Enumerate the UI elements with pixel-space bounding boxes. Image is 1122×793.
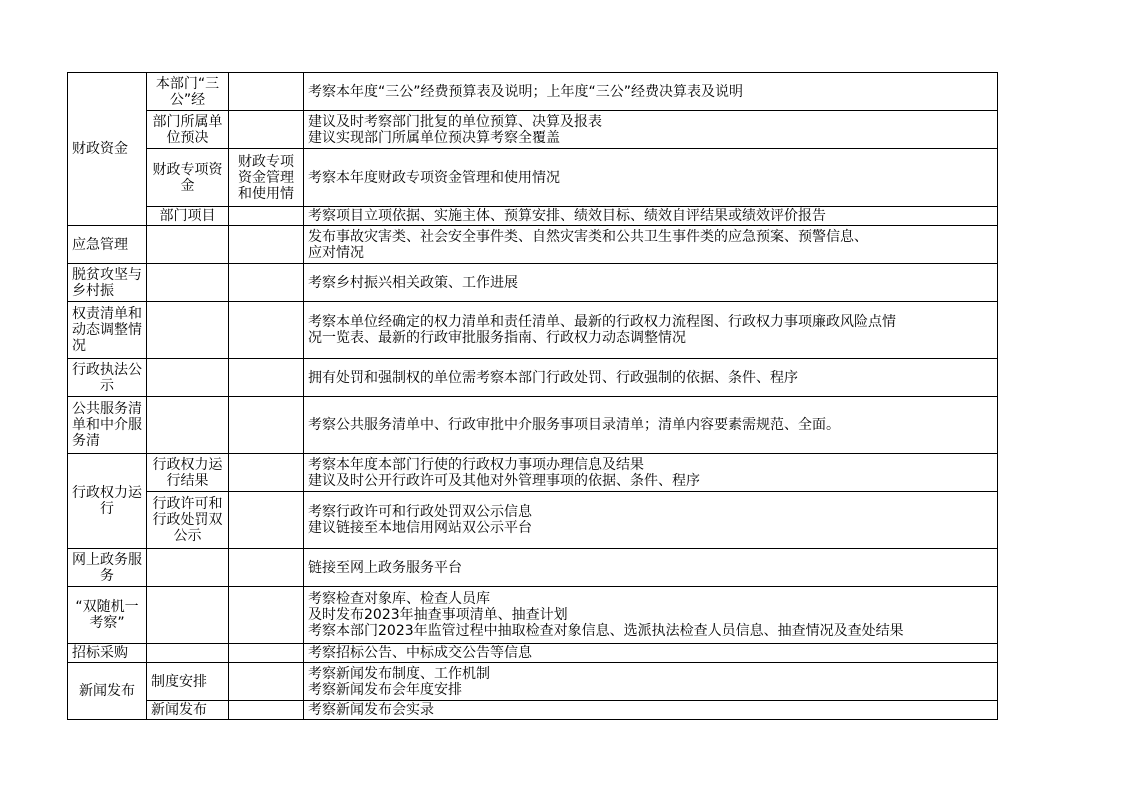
content-cell: 拥有处罚和强制权的单位需考察本部门行政处罚、行政强制的依据、条件、程序 [304, 359, 998, 397]
subcategory-cell: 本部门“三公”经 [147, 73, 229, 111]
table-row [68, 111, 998, 149]
category-cell: 应急管理 [68, 226, 147, 264]
table-row [68, 149, 998, 207]
subcategory-cell: 行政权力运行结果 [147, 454, 229, 492]
content-cell: 考察项目立项依据、实施主体、预算安排、绩效目标、绩效自评结果或绩效评价报告 [304, 207, 998, 226]
table-row [68, 492, 998, 549]
subcategory-cell [147, 397, 229, 454]
category-cell: 脱贫攻坚与乡村振 [68, 264, 147, 302]
detail-cell [229, 302, 304, 359]
table-row [68, 359, 998, 397]
detail-cell: 财政专项资金管理和使用情 [229, 149, 304, 207]
category-cell: 行政执法公示 [68, 359, 147, 397]
content-cell: 考察本年度本部门行使的行政权力事项办理信息及结果 建议及时公开行政许可及其他对外管理事项的依据、条件、程序 [304, 454, 998, 492]
table-row [68, 663, 998, 701]
detail-cell [229, 207, 304, 226]
content-cell: 考察检查对象库、检查人员库 及时发布2023年抽查事项清单、抽查计划 考察本部门2023年监管过程中抽取检查对象信息、选派执法检查人员信息、抽查情况及查处结果 [304, 587, 998, 644]
category-cell: “双随机一考察” [68, 587, 147, 644]
table-row [68, 302, 998, 359]
content-cell: 考察本单位经确定的权力清单和责任清单、最新的行政权力流程图、行政权力事项廉政风险点情 况一览表、最新的行政审批服务指南、行政权力动态调整情况 [304, 302, 998, 359]
content-cell: 考察行政许可和行政处罚双公示信息 建议链接至本地信用网站双公示平台 [304, 492, 998, 549]
content-cell: 考察新闻发布会实录 [304, 701, 998, 720]
detail-cell [229, 397, 304, 454]
detail-cell [229, 264, 304, 302]
table-row [68, 226, 998, 264]
detail-cell [229, 226, 304, 264]
subcategory-cell [147, 587, 229, 644]
table-row [68, 207, 998, 226]
content-cell: 考察招标公告、中标成交公告等信息 [304, 644, 998, 663]
table-row [68, 549, 998, 587]
category-cell: 招标采购 [68, 644, 147, 663]
detail-cell [229, 454, 304, 492]
detail-cell [229, 111, 304, 149]
detail-cell [229, 73, 304, 111]
detail-cell [229, 492, 304, 549]
category-cell: 公共服务清单和中介服务清 [68, 397, 147, 454]
category-cell: 财政资金 [68, 73, 147, 226]
subcategory-cell [147, 644, 229, 663]
category-cell: 行政权力运行 [68, 454, 147, 549]
subcategory-cell: 制度安排 [147, 663, 229, 701]
table-row [68, 73, 998, 111]
content-cell: 考察新闻发布制度、工作机制 考察新闻发布会年度安排 [304, 663, 998, 701]
subcategory-cell: 新闻发布 [147, 701, 229, 720]
subcategory-cell: 财政专项资金 [147, 149, 229, 207]
content-cell: 建议及时考察部门批复的单位预算、决算及报表 建议实现部门所属单位预决算考察全覆盖 [304, 111, 998, 149]
subcategory-cell: 行政许可和行政处罚双公示 [147, 492, 229, 549]
detail-cell [229, 701, 304, 720]
detail-cell [229, 644, 304, 663]
detail-cell [229, 359, 304, 397]
content-cell: 链接至网上政务服务平台 [304, 549, 998, 587]
category-cell: 权责清单和动态调整情况 [68, 302, 147, 359]
subcategory-cell [147, 302, 229, 359]
detail-cell [229, 587, 304, 644]
detail-cell [229, 549, 304, 587]
content-cell: 考察乡村振兴相关政策、工作进展 [304, 264, 998, 302]
table-row [68, 644, 998, 663]
subcategory-cell [147, 359, 229, 397]
category-cell: 新闻发布 [68, 663, 147, 720]
disclosure-table [67, 72, 998, 720]
content-cell: 考察本年度“三公”经费预算表及说明；上年度“三公”经费决算表及说明 [304, 73, 998, 111]
subcategory-cell [147, 264, 229, 302]
table-row [68, 587, 998, 644]
subcategory-cell [147, 226, 229, 264]
subcategory-cell: 部门项目 [147, 207, 229, 226]
content-cell: 发布事故灾害类、社会安全事件类、自然灾害类和公共卫生事件类的应急预案、预警信息、 应对情况 [304, 226, 998, 264]
detail-cell [229, 663, 304, 701]
table-row [68, 397, 998, 454]
table-row [68, 264, 998, 302]
category-cell: 网上政务服务 [68, 549, 147, 587]
subcategory-cell: 部门所属单位预决 [147, 111, 229, 149]
content-cell: 考察本年度财政专项资金管理和使用情况 [304, 149, 998, 207]
content-cell: 考察公共服务清单中、行政审批中介服务事项目录清单；清单内容要素需规范、全面。 [304, 397, 998, 454]
subcategory-cell [147, 549, 229, 587]
table-row [68, 701, 998, 720]
table-row [68, 454, 998, 492]
